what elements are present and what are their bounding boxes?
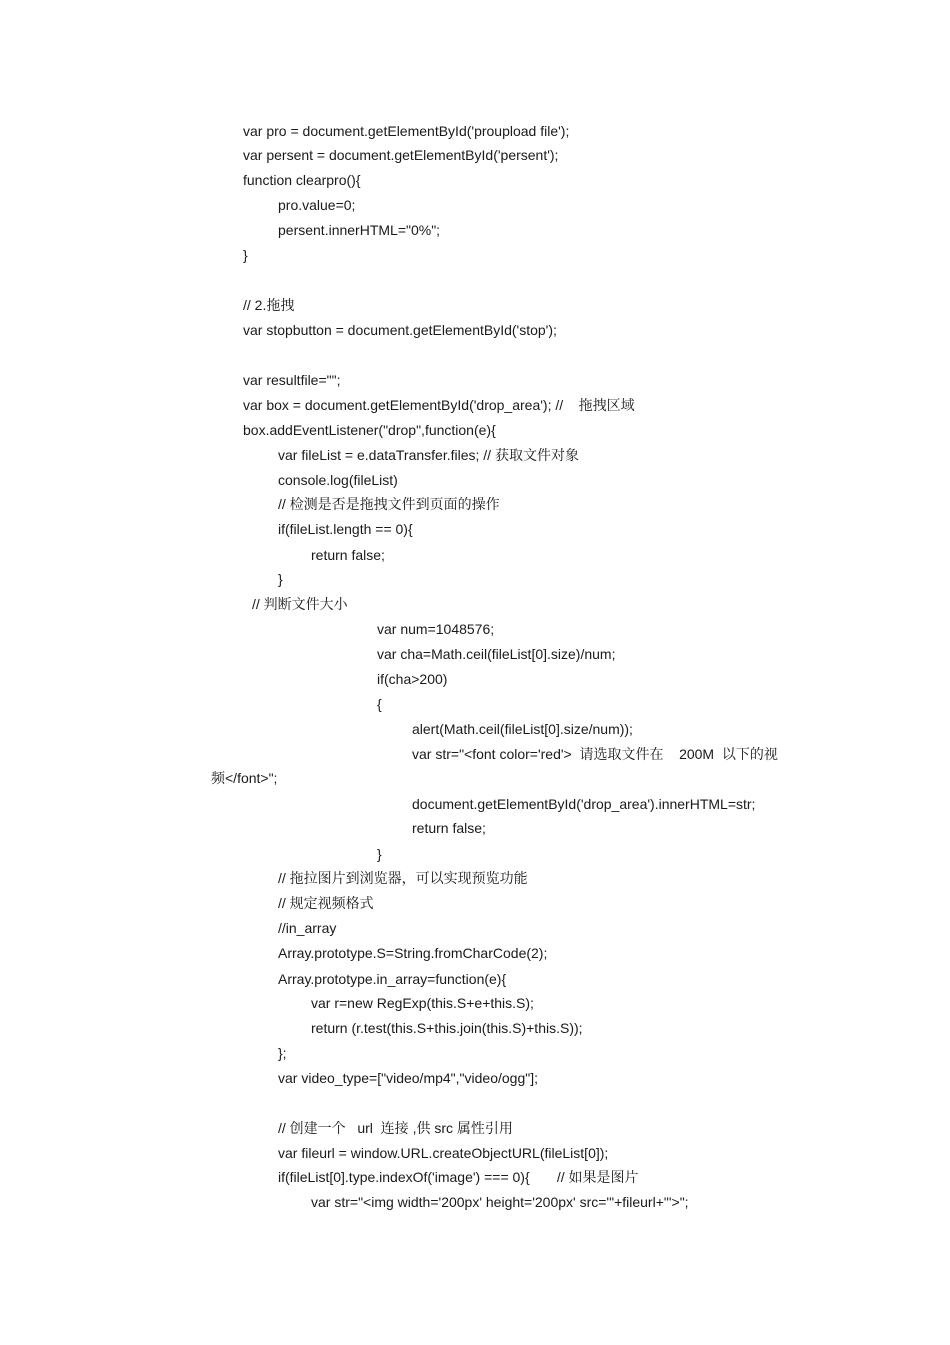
code-line: return (r.test(this.S+this.join(this.S)+this.S)); bbox=[311, 1020, 583, 1036]
code-line: var resultfile=""; bbox=[243, 372, 341, 388]
code-comment: // 规定视频格式 bbox=[278, 895, 374, 911]
code-line: Array.prototype.S=String.fromCharCode(2); bbox=[278, 945, 548, 961]
code-comment: // 检测是否是拖拽文件到页面的操作 bbox=[278, 496, 500, 512]
code-line: var str="<img width='200px' height='200px' src='"+fileurl+"'>"; bbox=[311, 1194, 689, 1210]
code-comment: // 拖拉图片到浏览器，可以实现预览功能 bbox=[278, 870, 528, 886]
code-line: box.addEventListener("drop",function(e){ bbox=[243, 422, 496, 438]
code-line: var box = document.getElementById('drop_area'); // 拖拽区域 bbox=[243, 397, 635, 413]
code-line: } bbox=[278, 571, 283, 587]
code-line: var pro = document.getElementById('proupload file'); bbox=[243, 123, 570, 139]
code-line: return false; bbox=[311, 547, 385, 563]
code-line: var r=new RegExp(this.S+e+this.S); bbox=[311, 995, 534, 1011]
code-line: if(fileList.length == 0){ bbox=[278, 521, 413, 537]
code-line: persent.innerHTML="0%"; bbox=[278, 222, 441, 238]
code-comment: //in_array bbox=[278, 920, 337, 936]
code-line: var num=1048576; bbox=[377, 621, 495, 637]
code-comment: // 创建一个 url 连接 ,供 src 属性引用 bbox=[278, 1120, 513, 1136]
code-line: pro.value=0; bbox=[278, 197, 356, 213]
code-line: Array.prototype.in_array=function(e){ bbox=[278, 971, 507, 987]
code-line: }; bbox=[278, 1045, 287, 1061]
code-line: function clearpro(){ bbox=[243, 172, 361, 188]
code-line: return false; bbox=[412, 820, 486, 836]
code-line: document.getElementById('drop_area').innerHTML=str; bbox=[412, 796, 756, 812]
code-line: { bbox=[377, 696, 382, 712]
code-line: var str="<font color='red'> 请选取文件在 200M 以下的视 bbox=[412, 746, 778, 762]
code-comment: // 判断文件大小 bbox=[252, 596, 348, 612]
code-line: console.log(fileList) bbox=[278, 472, 398, 488]
code-line: if(fileList[0].type.indexOf('image') === 0){ // 如果是图片 bbox=[278, 1169, 639, 1185]
code-line: var cha=Math.ceil(fileList[0].size)/num; bbox=[377, 646, 616, 662]
code-line: alert(Math.ceil(fileList[0].size/num)); bbox=[412, 721, 633, 737]
code-line: var persent = document.getElementById('persent'); bbox=[243, 147, 559, 163]
code-line: var fileurl = window.URL.createObjectURL(fileList[0]); bbox=[278, 1145, 609, 1161]
code-line: } bbox=[377, 846, 382, 862]
code-line: var fileList = e.dataTransfer.files; // 获取文件对象 bbox=[278, 447, 579, 463]
code-line: var video_type=["video/mp4","video/ogg"]; bbox=[278, 1070, 538, 1086]
code-line: var stopbutton = document.getElementById('stop'); bbox=[243, 322, 557, 338]
code-line: } bbox=[243, 247, 248, 263]
code-line: if(cha>200) bbox=[377, 671, 448, 687]
code-line: 频</font>"; bbox=[211, 770, 278, 786]
code-comment: // 2.拖拽 bbox=[243, 297, 295, 313]
